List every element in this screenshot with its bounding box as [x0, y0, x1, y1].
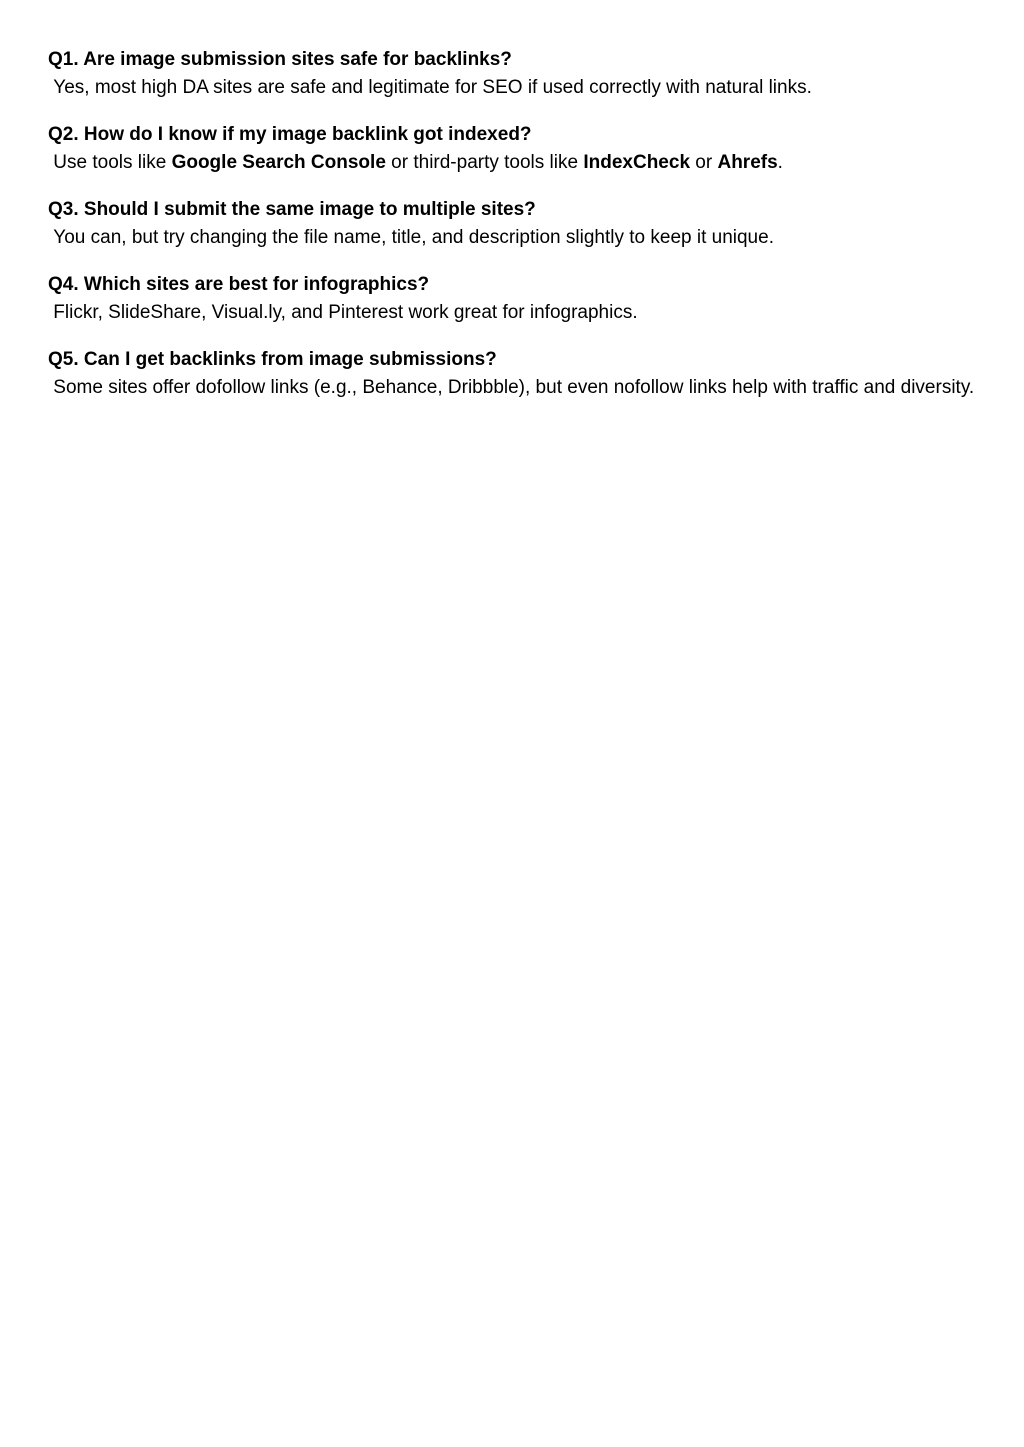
faq-section: [48, 46, 978, 421]
faq-question-2: Q2. How do I know if my image backlink got indexed?: [48, 124, 532, 145]
faq-question-1: Q1. Are image submission sites safe for backlinks?: [48, 49, 512, 70]
faq-answer-3: You can, but try changing the file name, title, and description slightly to keep it unique.: [48, 227, 774, 248]
faq-item-1: [48, 46, 978, 102]
faq-answer-5: Some sites offer dofollow links (e.g., Behance, Dribbble), but even nofollow links help with traffic and diversity.: [48, 377, 975, 398]
faq-question-5: Q5. Can I get backlinks from image submissions?: [48, 349, 497, 370]
faq-item-5: [48, 346, 978, 402]
answer-text: Use tools like: [48, 152, 172, 173]
answer-text: or: [690, 152, 718, 173]
answer-text: .: [777, 152, 783, 173]
google-search-console-term: Google Search Console: [171, 152, 386, 173]
faq-answer-2: [48, 149, 978, 177]
faq-question-4: Q4. Which sites are best for infographics?: [48, 274, 430, 295]
faq-question-3: Q3. Should I submit the same image to multiple sites?: [48, 199, 536, 220]
faq-answer-1: Yes, most high DA sites are safe and legitimate for SEO if used correctly with natural links.: [48, 77, 812, 98]
ahrefs-term: Ahrefs: [717, 152, 778, 173]
faq-answer-4: Flickr, SlideShare, Visual.ly, and Pinterest work great for infographics.: [48, 302, 638, 323]
faq-item-4: [48, 271, 978, 327]
indexcheck-term: IndexCheck: [583, 152, 691, 173]
faq-item-3: [48, 196, 978, 252]
faq-item-2: [48, 121, 978, 177]
answer-text: or third-party tools like: [385, 152, 584, 173]
